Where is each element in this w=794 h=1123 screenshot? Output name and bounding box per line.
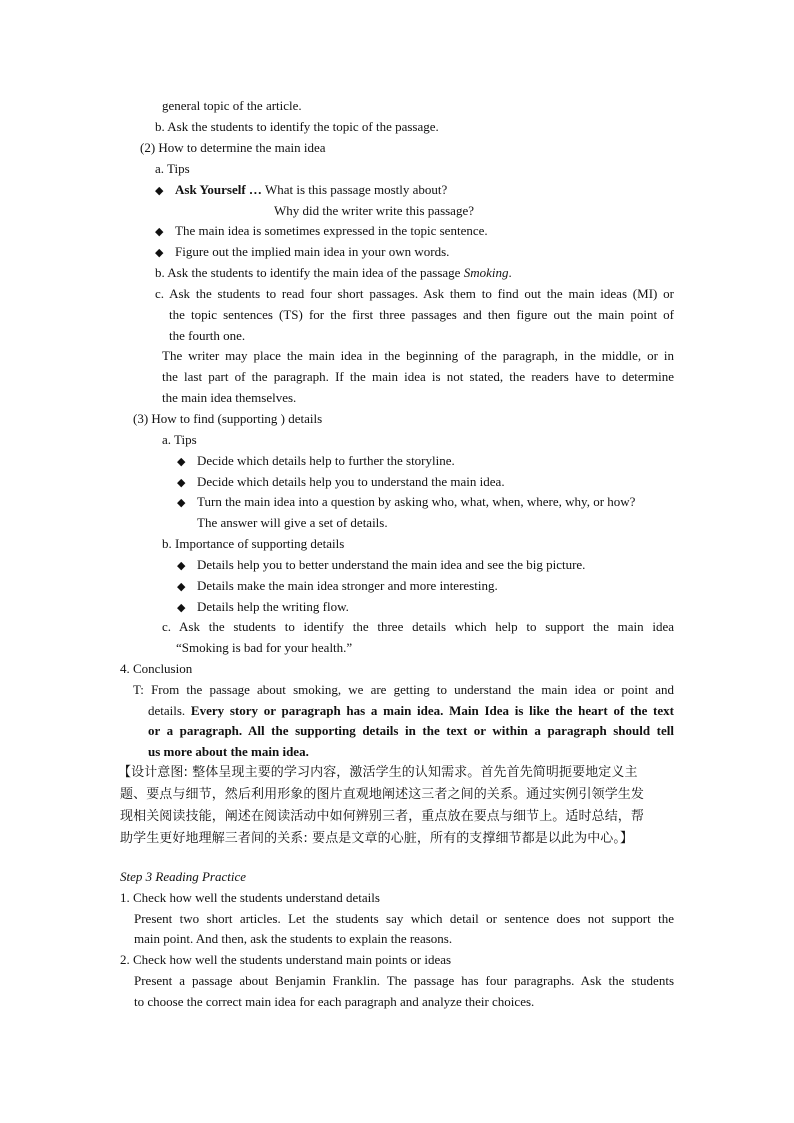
text-line: Present a passage about Benjamin Franklin. The passage has four paragraphs. Ask the students xyxy=(134,973,674,988)
text-line: to choose the correct main idea for each paragraph and analyze their choices. xyxy=(134,994,535,1009)
bullet-item xyxy=(155,179,447,200)
text-line: main point. And then, ask the students to explain the reasons. xyxy=(134,931,453,946)
bullet-item: ◆ Figure out the implied main idea in your own words. xyxy=(155,241,449,262)
text-line: the topic sentences (TS) for the first three passages and then figure out the main point of xyxy=(169,307,674,322)
question-text: Why did the writer write this passage? xyxy=(274,203,474,218)
text-line: “Smoking is bad for your health.” xyxy=(176,640,353,655)
section-heading: 4. Conclusion xyxy=(120,661,193,676)
diamond-bullet-icon: ◆ xyxy=(177,601,186,614)
text-line: T: From the passage about smoking, we are getting to understand the main idea or point and xyxy=(133,682,674,697)
design-intent-note: 现相关阅读技能，阐述在阅读活动中如何辨别三者，重点放在要点与细节上。适时总结，帮 xyxy=(120,809,645,824)
design-intent-note: 助学生更好地理解三者间的关系: 要点是文章的心脏，所有的支撑细节都是以此为中心。】 xyxy=(120,831,634,846)
text-line: Present two short articles. Let the students say which detail or sentence does not support the xyxy=(134,911,674,926)
diamond-bullet-icon: ◆ xyxy=(177,476,186,489)
text-line: c. Ask the students to read four short passages. Ask them to find out the main ideas (MI) or xyxy=(155,286,674,301)
bullet-item: ◆ Turn the main idea into a question by asking who, what, when, where, why, or how? xyxy=(177,491,635,512)
text-line: b. Ask the students to identify the main idea of the passage Smoking. xyxy=(155,265,512,280)
text-line: the main idea themselves. xyxy=(162,390,297,405)
diamond-bullet-icon: ◆ xyxy=(177,496,186,509)
text-line: The answer will give a set of details. xyxy=(197,515,388,530)
step-heading: Step 3 Reading Practice xyxy=(120,869,246,884)
diamond-bullet-icon: ◆ xyxy=(155,246,164,259)
text-line: general topic of the article. xyxy=(162,98,302,113)
list-label: b. Importance of supporting details xyxy=(162,536,345,551)
bullet-item: ◆ Details help you to better understand the main idea and see the big picture. xyxy=(177,554,585,575)
diamond-bullet-icon: ◆ xyxy=(177,455,186,468)
bold-prompt: Ask Yourself … xyxy=(175,182,262,197)
list-label: a. Tips xyxy=(155,161,190,176)
diamond-bullet-icon: ◆ xyxy=(155,184,164,197)
diamond-bullet-icon: ◆ xyxy=(177,559,186,572)
design-intent-note: 【设计意图: 整体呈现主要的学习内容，激活学生的认知需求。首先首先简明扼要地定义主 xyxy=(118,765,638,780)
bullet-item: ◆ The main idea is sometimes expressed in the topic sentence. xyxy=(155,220,488,241)
list-label: a. Tips xyxy=(162,432,197,447)
diamond-bullet-icon: ◆ xyxy=(155,225,164,238)
bullet-item: ◆ Details make the main idea stronger and more interesting. xyxy=(177,575,498,596)
section-heading: (2) How to determine the main idea xyxy=(140,140,326,155)
bullet-item: ◆ Decide which details help you to understand the main idea. xyxy=(177,471,505,492)
diamond-bullet-icon: ◆ xyxy=(177,580,186,593)
text-line: or a paragraph. All the supporting details in the text or within a paragraph should tell xyxy=(148,723,674,738)
section-heading: 2. Check how well the students understand main points or ideas xyxy=(120,952,452,967)
section-heading: 1. Check how well the students understand details xyxy=(120,890,380,905)
text-line: the last part of the paragraph. If the main idea is not stated, the readers have to determine xyxy=(162,369,674,384)
design-intent-note: 题、要点与细节，然后利用形象的图片直观地阐述这三者之间的关系。通过实例引领学生发 xyxy=(120,787,645,802)
section-heading: (3) How to find (supporting ) details xyxy=(133,411,323,426)
text-line: The writer may place the main idea in the beginning of the paragraph, in the middle, or in xyxy=(162,348,674,363)
bullet-item: ◆ Decide which details help to further the storyline. xyxy=(177,450,455,471)
text-line: b. Ask the students to identify the topic of the passage. xyxy=(155,119,439,134)
text-line: the fourth one. xyxy=(169,328,246,343)
question-text: What is this passage mostly about? xyxy=(264,182,448,197)
text-line: c. Ask the students to identify the three details which help to support the main idea xyxy=(162,619,674,634)
bullet-item: ◆ Details help the writing flow. xyxy=(177,596,349,617)
text-line: details. Every story or paragraph has a main idea. Main Idea is like the heart of the text xyxy=(148,703,674,718)
text-line: us more about the main idea. xyxy=(148,744,309,759)
